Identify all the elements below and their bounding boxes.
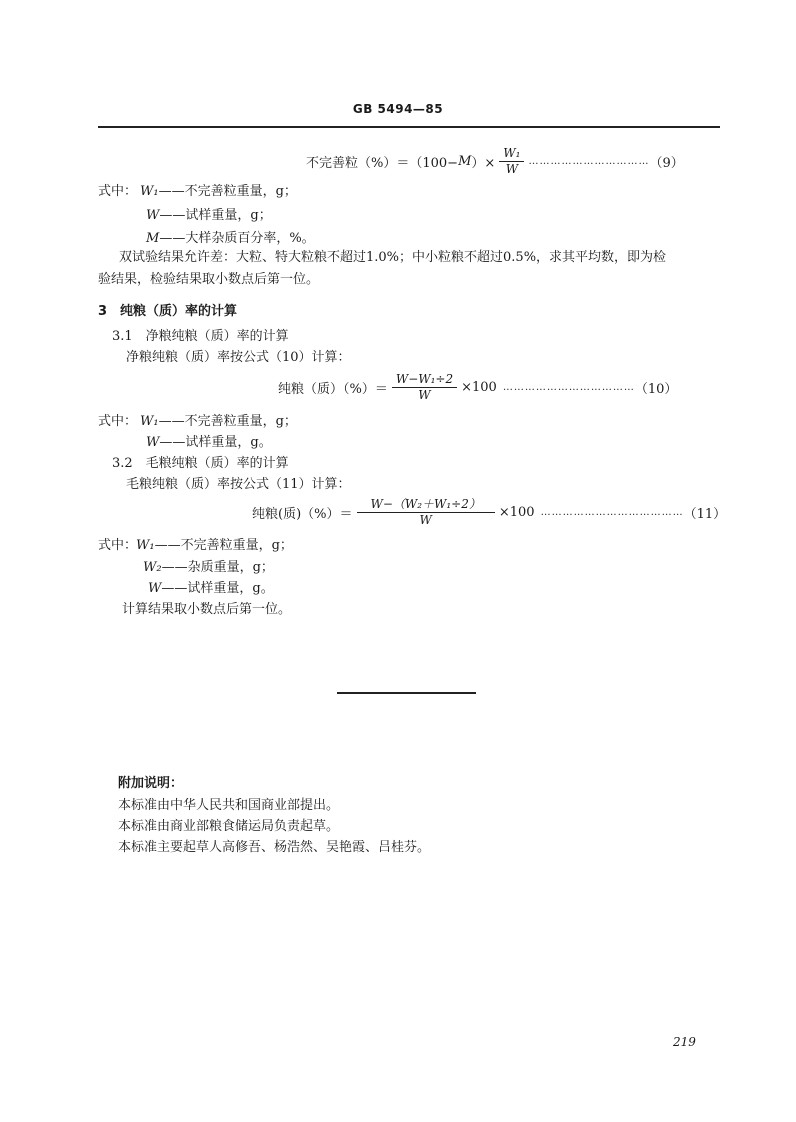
formula-9-leader: …………………………… [528,155,650,167]
formula-11-fraction [357,497,495,527]
formula-10-leader: ……………………………… [502,381,635,393]
formula-10-fraction [392,372,457,402]
formula-9-denominator: W [505,162,519,176]
formula-10 [278,372,677,402]
formula-11-label: （11） [683,506,727,522]
tolerance-paragraph-line1: 双试验结果允许差：大粒、特大粒粮不超过1.0%；中小粒粮不超过0.5%，求其平均数，即为检 [119,250,667,265]
where-11-prefix: 式中： [98,538,138,553]
page-number: 219 [673,1035,696,1049]
subsection-3-2-heading: 3.2 毛粮纯粮（质）率的计算 [112,456,289,471]
formula-10-denominator: W [418,388,431,402]
where-11-item: W₂——杂质重量，g； [143,560,274,575]
formula-9-numerator: W₁ [499,146,524,162]
formula-9-m: M [458,153,472,169]
formula-9-label: （9） [649,155,684,171]
formula-10-multiplier: ×100 [461,379,497,395]
where-10-prefix: 式中： [98,414,138,429]
formula-11-lhs: 纯粮(质)（%）＝ [252,506,353,522]
appendix-title: 附加说明： [118,776,184,791]
formula-10-numerator: W−W₁÷2 [392,372,457,388]
appendix-line: 本标准由中华人民共和国商业部提出。 [118,798,340,813]
where-9-item: W——试样重量，g； [146,208,272,223]
document-header: GB 5494—85 [352,102,444,116]
subsection-3-1-intro: 净粮纯粮（质）率按公式（10）计算： [126,350,351,365]
where-11-item: W₁——不完善粒重量，g； [136,538,293,553]
formula-9 [306,146,684,176]
where-10-item: W——试样重量，g。 [146,435,272,450]
formula-11-leader: ………………………………… [540,506,684,518]
section-3-heading: 3 纯粮（质）率的计算 [98,304,238,319]
where-9-prefix: 式中： [98,184,138,199]
where-10-item: W₁——不完善粒重量，g； [140,414,297,429]
formula-11 [252,497,726,527]
formula-11-multiplier: ×100 [498,504,535,520]
subsection-3-1-heading: 3.1 净粮纯粮（质）率的计算 [112,329,289,344]
subsection-3-2-intro: 毛粮纯粮（质）率按公式（11）计算： [126,477,351,492]
formula-10-label: （10） [634,381,678,397]
header-rule [98,126,720,128]
appendix-line: 本标准由商业部粮食储运局负责起草。 [118,819,340,834]
where-9-item: M——大样杂质百分率，%。 [146,231,315,246]
formula-11-denominator: W [419,513,432,527]
appendix-line: 本标准主要起草人高修吾、杨浩然、吴艳霞、吕桂芬。 [118,840,431,855]
end-separator-rule [337,692,476,694]
where-11-item: W——试样重量，g。 [148,581,274,596]
result-precision-note: 计算结果取小数点后第一位。 [122,602,292,617]
formula-9-fraction [499,146,524,176]
formula-10-lhs: 纯粮（质）（%）＝ [278,381,388,397]
tolerance-paragraph-line2: 验结果，检验结果取小数点后第一位。 [98,272,320,287]
formula-9-close: ）× [471,155,496,171]
formula-9-lhs: 不完善粒（%）＝（100− [306,155,459,171]
where-9-item: W₁——不完善粒重量，g； [140,184,297,199]
formula-11-numerator: W−（W₂＋W₁÷2） [357,497,495,513]
